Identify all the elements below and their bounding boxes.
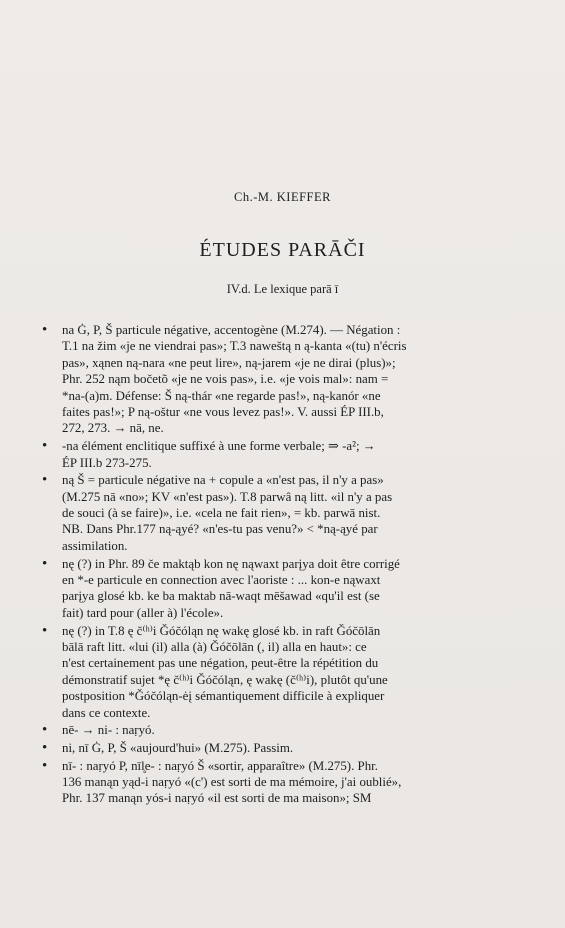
article-header bbox=[0, 190, 565, 297]
section-subtitle: IV.d. Le lexique parā ī bbox=[226, 282, 339, 296]
entry-text: ną Š = particule négative na + copule a «n'est pas, il n'y a pas» (M.275 nā «no»; KV «n'est pas»). T.8 parwâ ną litt. «il n'y a pas de souci (à se faire)», i.e. «cela ne fait rien», = kb. parwā nist. NB. Dans Phr.177 ną-ąyé? «n'es-tu pas venu?» < *ną-ąyé par assimilation. bbox=[62, 473, 393, 553]
author-name: Ch.-M. KIEFFER bbox=[234, 190, 331, 204]
lexicon-entry bbox=[40, 556, 521, 622]
entry-text: nę (?) in Phr. 89 če maktąb kon nę nąwaxt parįya doit être corrigé en *-e particule en connection avec l'aoriste : ... kon-e nąwaxt parįya glosé kb. ke ba maktab nā-waqt mēšawad «qu'il est (se fait) tard pour (aller à) l'école». bbox=[62, 556, 400, 620]
lexicon-entry bbox=[40, 722, 521, 738]
bullet-icon: • bbox=[42, 722, 48, 739]
lexicon-entry bbox=[40, 623, 521, 721]
bullet-icon: • bbox=[42, 472, 48, 489]
entry-text: nę (?) in T.8 ę č⁽ʰ⁾i Ǧóčóląn nę wakę glosé kb. in raft Ǧóčōlān bālā raft litt. «lui (il) alla (à) Ǧóčōlān (, il) alla en haut»: ce n'est certainement pas une négation, peut-être la répétition du démonstratif sujet *ę č⁽ʰ⁾i Ǧóčóląn, ę wakę (č⁽ʰ⁾i), plutôt qu'une postposition *Ǧóčóląn-ėį sémantiquement difficile à expliquer dans ce contexte. bbox=[62, 623, 388, 720]
bullet-icon: • bbox=[42, 739, 48, 756]
lexicon-entries bbox=[40, 322, 521, 808]
bullet-icon: • bbox=[42, 555, 48, 572]
lexicon-entry bbox=[40, 740, 521, 756]
entry-text: nī- : naṛyó P, nīl̥e- : naṛyó Š «sortir, apparaître» (M.275). Phr. 136 manąn yąd-i naṛyó «(c') est sorti de ma mémoire, j'ai oublié», Phr. 137 manąn yós-i naṛyó «il est sorti de ma maison»; SM bbox=[62, 758, 402, 806]
entry-text: ni, nī Ġ, P, Š «aujourd'hui» (M.275). Passim. bbox=[62, 740, 294, 755]
entry-text: -na élément enclitique suffixé à une forme verbale; ⇒ -a²; → ÉP III.b 273-275. bbox=[62, 439, 376, 470]
entry-text: nē- → ni- : naṛyó. bbox=[62, 723, 155, 738]
article-title: ÉTUDES PARĀČI bbox=[199, 239, 366, 261]
bullet-icon: • bbox=[42, 438, 48, 455]
lexicon-entry bbox=[40, 322, 521, 437]
entry-text: na Ġ, P, Š particule négative, accentogène (M.274). — Négation : T.1 na žim «je ne viendrai pas»; T.3 naweštą n ą-kanta «(tu) n'écris pas», xąnen ną-nara «ne peut lire», ną-jarem «je ne dirai (plus)»; Phr. 252 nąm bočetõ «je ne vois pas», i.e. «je vois mal»: nam = *na-(a)m. Défense: Š ną-thár «ne regarde pas!», ną-kanór «ne faites pas!»; P ną-oštur «ne vous levez pas!». V. aussi ÉP III.b, 272, 273. → nā, ne. bbox=[62, 323, 407, 436]
bullet-icon: • bbox=[42, 757, 48, 774]
lexicon-entry bbox=[40, 472, 521, 554]
lexicon-entry bbox=[40, 758, 521, 807]
lexicon-entry bbox=[40, 438, 521, 471]
bullet-icon: • bbox=[42, 322, 48, 338]
bullet-icon: • bbox=[42, 622, 48, 639]
